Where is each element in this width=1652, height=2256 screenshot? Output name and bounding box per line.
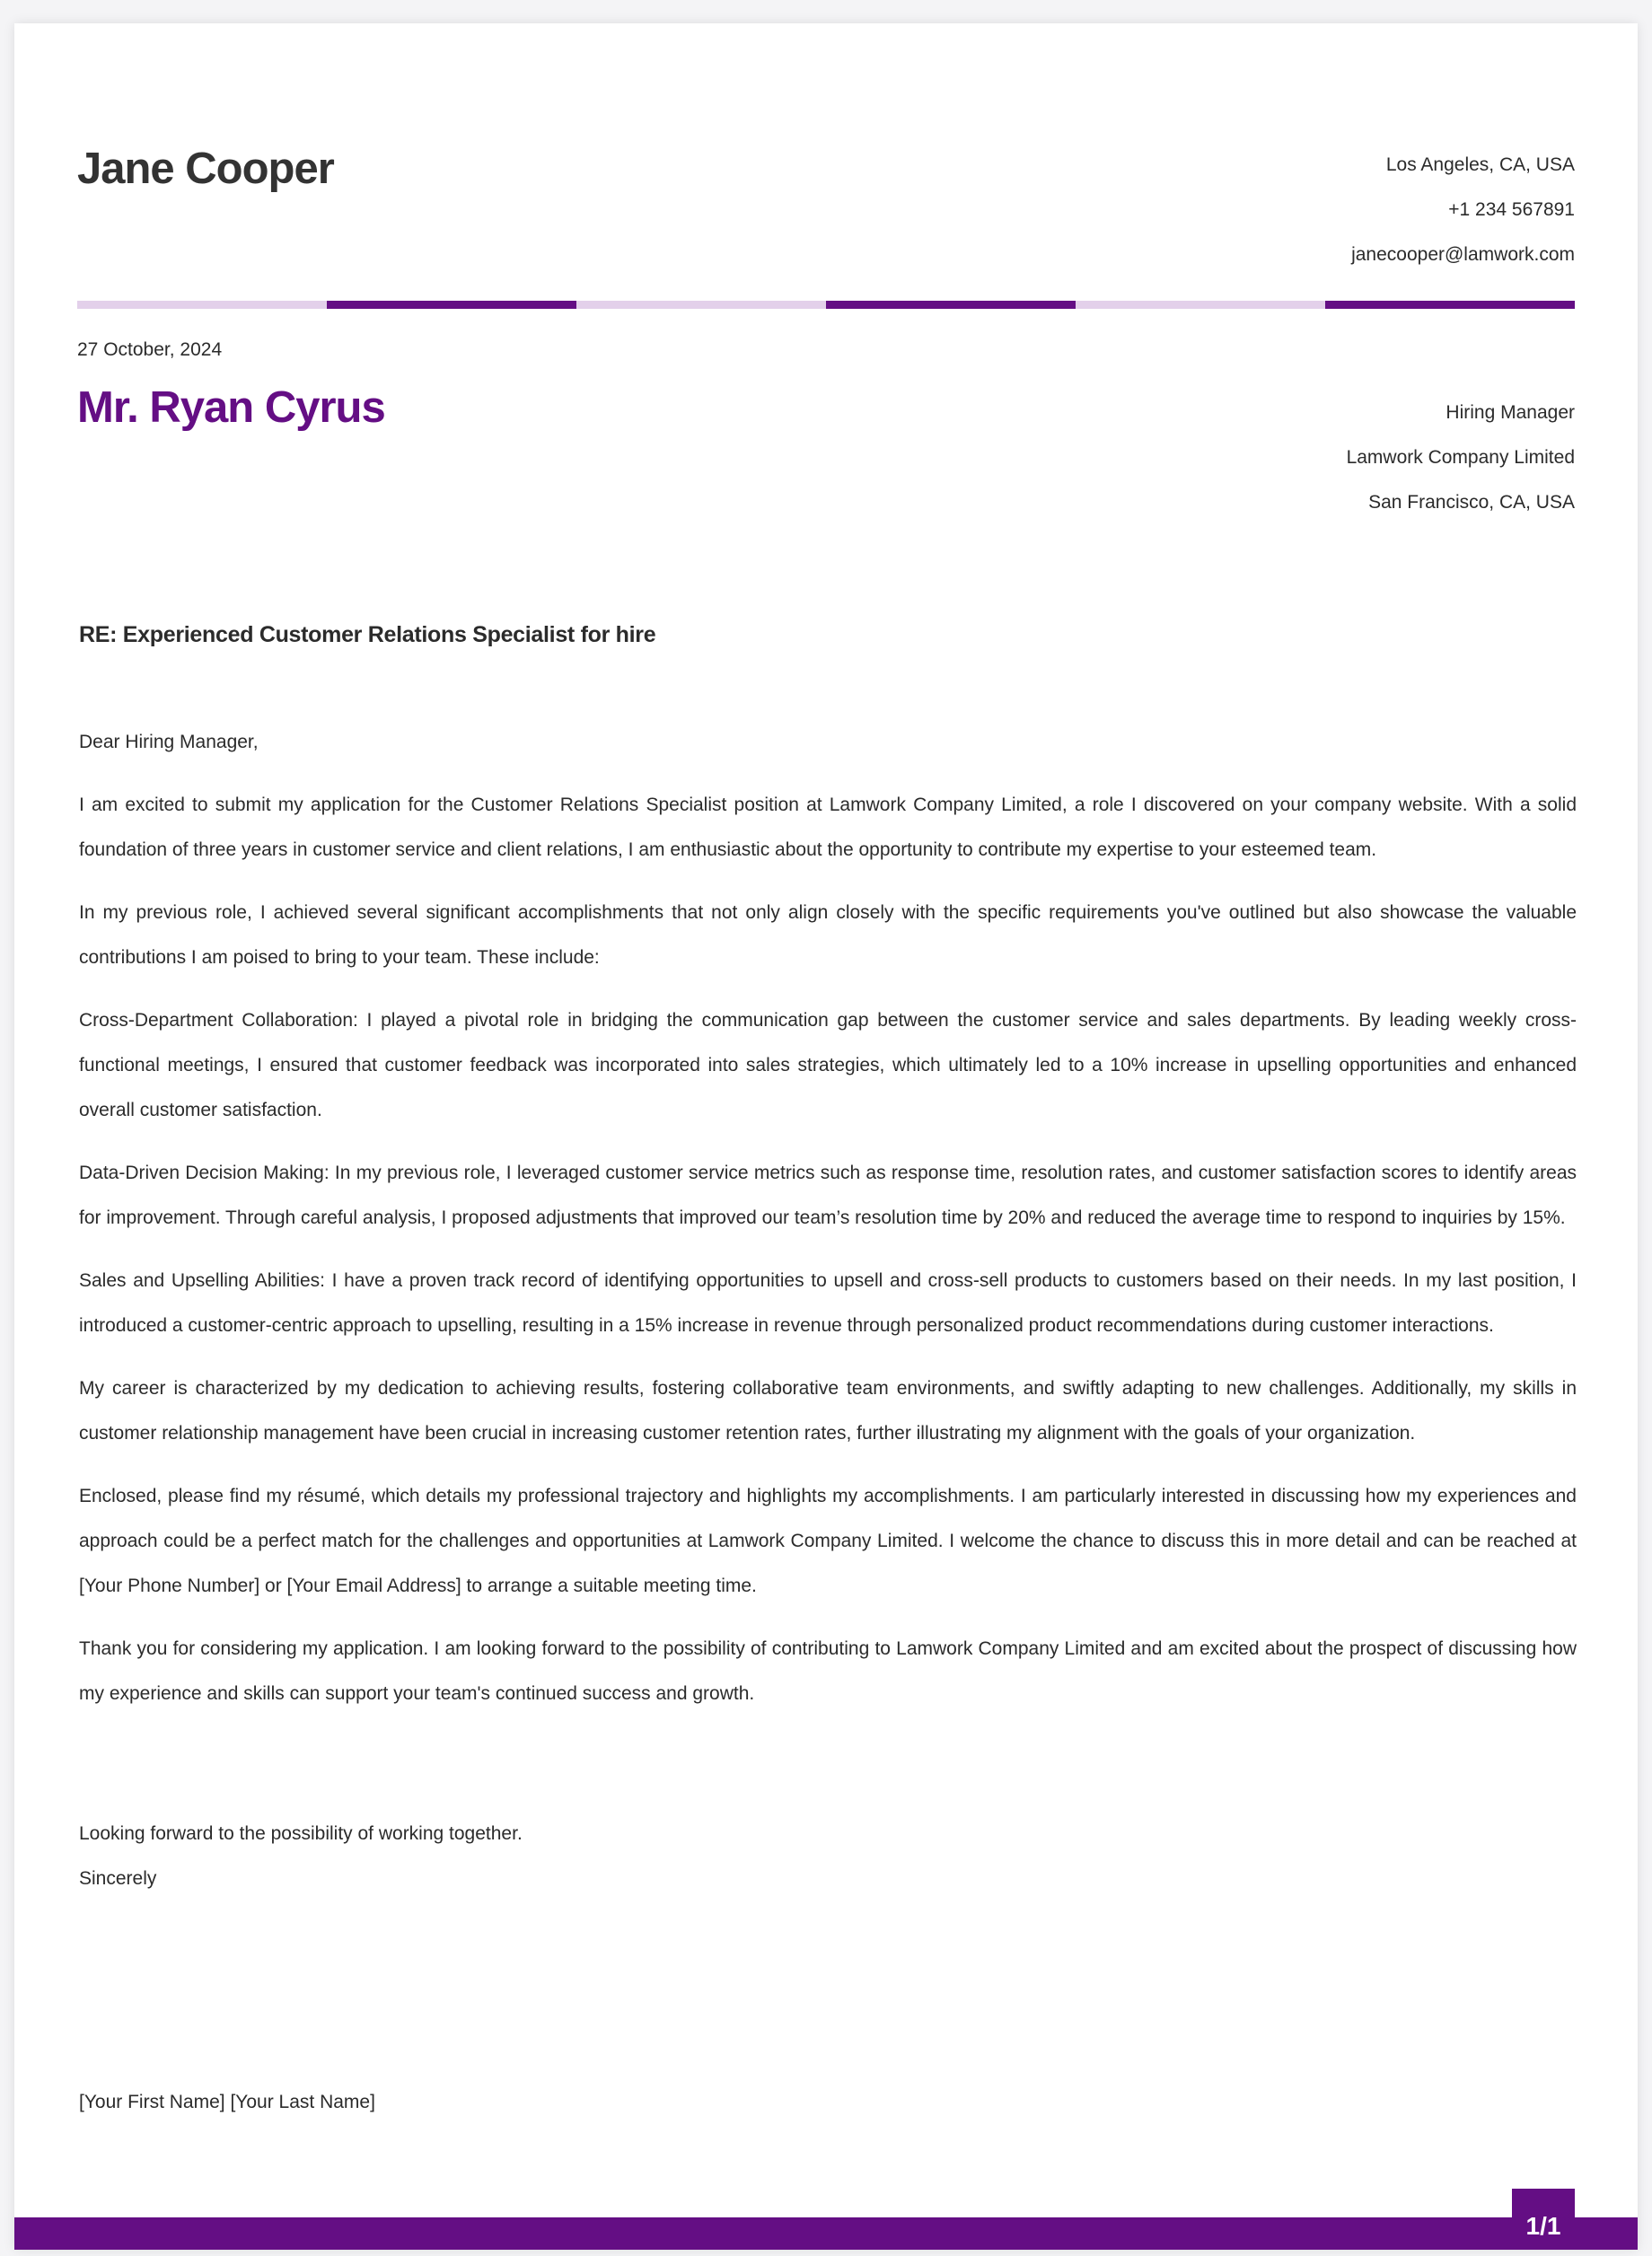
footer-bar [14, 2217, 1638, 2250]
closing-line: Looking forward to the possibility of working together. [79, 1823, 523, 1844]
header-divider [77, 301, 1575, 309]
letter-date: 27 October, 2024 [77, 339, 223, 360]
page-indicator: 1/1 [1512, 2189, 1575, 2250]
sender-location: Los Angeles, CA, USA [1385, 154, 1575, 175]
signature-name: [Your First Name] [Your Last Name] [79, 2092, 375, 2112]
body-paragraph: Thank you for considering my application. I am looking forward to the possibility of contributing to Lamwork Company Limited and am excited about the prospect of discussing how my experience and skills can support your team's continued success and growth. [79, 1638, 1577, 1704]
recipient-location: San Francisco, CA, USA [1368, 492, 1575, 513]
body-paragraph: Cross-Department Collaboration: I played a pivotal role in bridging the communication gap between the customer service and sales departments. By leading weekly cross-functional meetings, I ensured that customer feedback was incorporated into sales strategies, which ultimately led to a 10% increase in upselling opportunities and enhanced overall customer satisfaction. [79, 1010, 1577, 1120]
letter-page [14, 23, 1638, 2250]
body-paragraph: My career is characterized by my dedication to achieving results, fostering collaborative team environments, and swiftly adapting to new challenges. Additionally, my skills in customer relationship management have been crucial in increasing customer retention rates, further illustrating my alignment with the goals of your organization. [79, 1378, 1577, 1444]
recipient-info [1347, 402, 1575, 537]
closing-signoff: Sincerely [79, 1868, 157, 1889]
divider-segment [327, 301, 576, 309]
divider-segment [576, 301, 826, 309]
letter-subject: RE: Experienced Customer Relations Specialist for hire [79, 622, 656, 647]
divider-segment [1076, 301, 1325, 309]
recipient-title: Hiring Manager [1446, 402, 1575, 423]
sender-contact [1351, 154, 1575, 289]
salutation: Dear Hiring Manager, [79, 732, 259, 752]
body-paragraph: I am excited to submit my application for the Customer Relations Specialist position at Lamwork Company Limited, a role I discovered on your company website. With a solid foundation of three years in customer service and client relations, I am enthusiastic about the opportunity to contribute my expertise to your esteemed team. [79, 794, 1577, 860]
sender-email: janecooper@lamwork.com [1351, 244, 1575, 265]
divider-segment [1325, 301, 1575, 309]
recipient-company: Lamwork Company Limited [1346, 447, 1575, 468]
body-paragraph: Enclosed, please find my résumé, which details my professional trajectory and highlights my accomplishments. I am particularly interested in discussing how my experiences and approach could be a perfect match for the challenges and opportunities at Lamwork Company Limited. I welcome the chance to discuss this in more detail and can be reached at [Your Phone Number] or [Your Email Address] to arrange a suitable meeting time. [79, 1486, 1577, 1596]
sender-name: Jane Cooper [77, 145, 334, 193]
body-paragraph: Data-Driven Decision Making: In my previous role, I leveraged customer service metrics such as response time, resolution rates, and customer satisfaction scores to identify areas for improvement. Through careful analysis, I proposed adjustments that improved our team’s resolution time by 20% and reduced the average time to respond to inquiries by 15%. [79, 1163, 1577, 1228]
letter-closing [79, 1812, 523, 1901]
body-paragraph: Sales and Upselling Abilities: I have a proven track record of identifying opportunities to upsell and cross-sell products to customers based on their needs. In my last position, I introduced a customer-centric approach to upselling, resulting in a 15% increase in revenue through personalized product recommendations during customer interactions. [79, 1270, 1577, 1336]
sender-phone: +1 234 567891 [1448, 199, 1575, 220]
divider-segment [826, 301, 1076, 309]
letter-body [79, 720, 1577, 1734]
recipient-name: Mr. Ryan Cyrus [77, 383, 385, 432]
body-paragraph: In my previous role, I achieved several significant accomplishments that not only align closely with the specific requirements you've outlined but also showcase the valuable contributions I am poised to bring to your team. These include: [79, 902, 1577, 968]
divider-segment [77, 301, 327, 309]
